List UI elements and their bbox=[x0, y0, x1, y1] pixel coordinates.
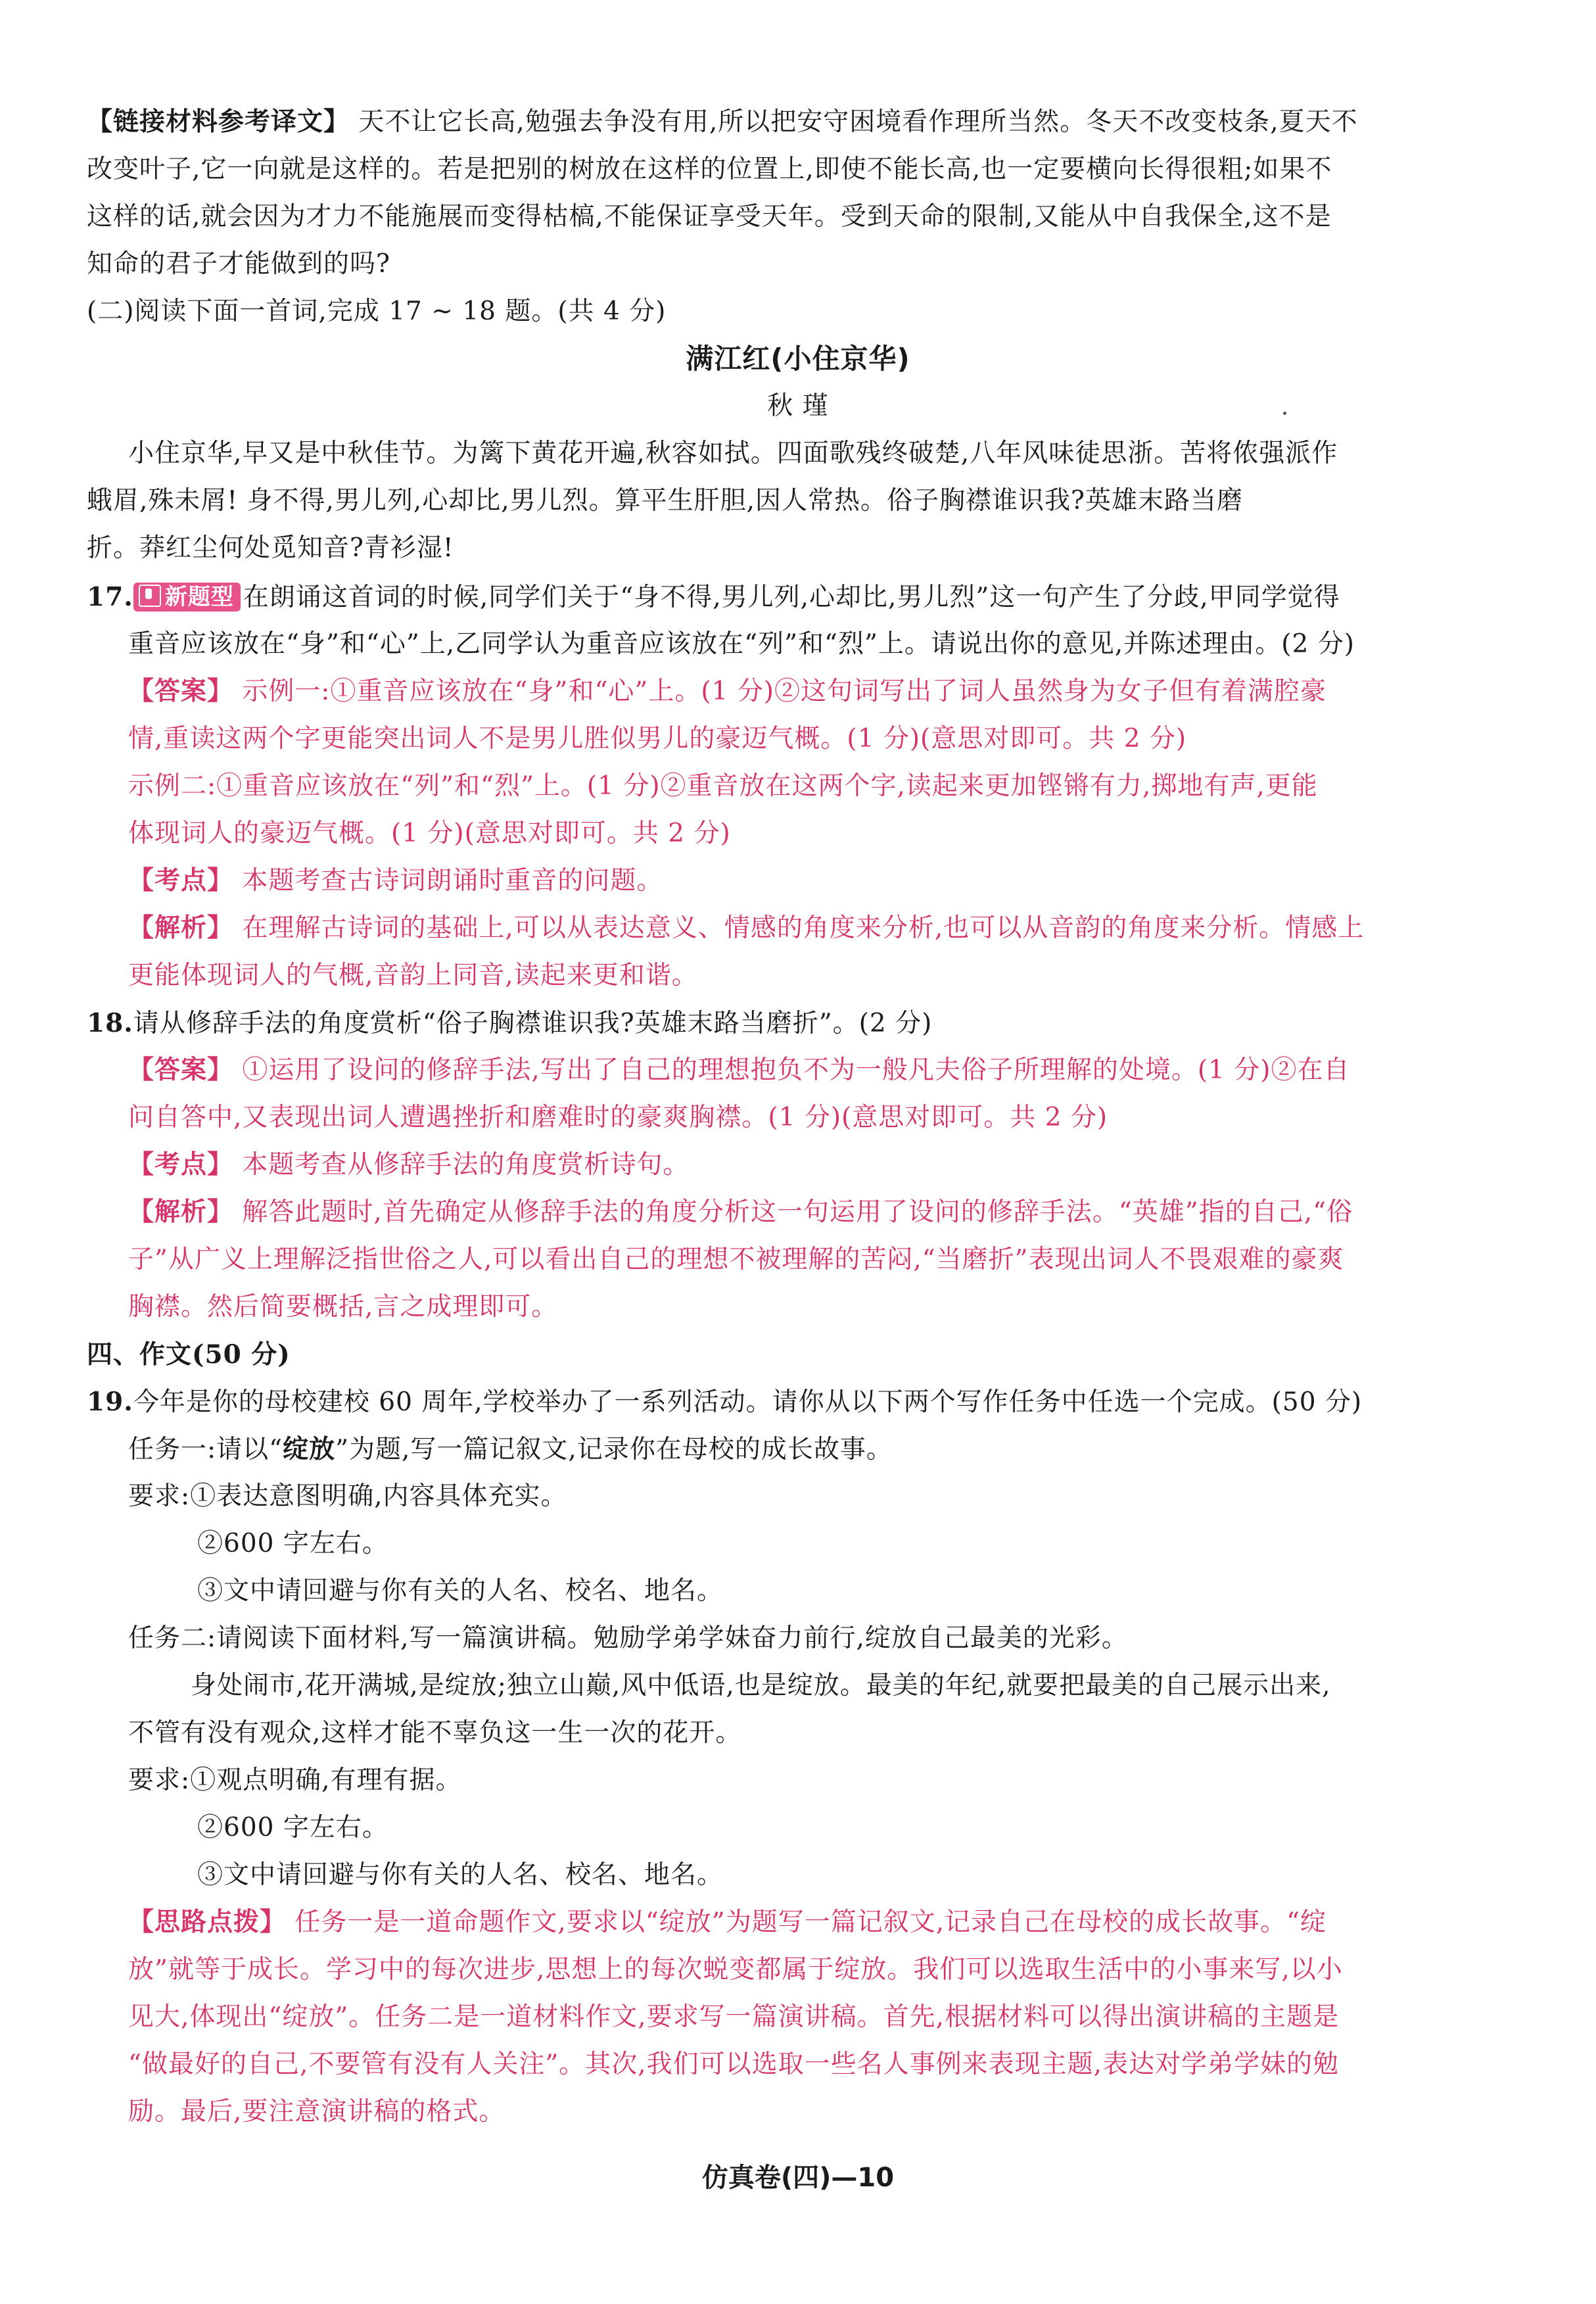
requirement-line: ③文中请回避与你有关的人名、校名、地名。 bbox=[197, 1576, 724, 1606]
analysis-tag: 【解析】 bbox=[128, 1197, 234, 1227]
requirement-line: ③文中请回避与你有关的人名、校名、地名。 bbox=[197, 1860, 724, 1890]
poem-text-line: 小住京华,早又是中秋佳节。为篱下黄花开遍,秋容如拭。四面歌残终破楚,八年风味徒思浙。苦将侬强派作 bbox=[128, 439, 1338, 468]
answer-line bbox=[128, 673, 1493, 710]
question-17 bbox=[87, 579, 1493, 616]
writing-tips-line: 放”就等于成长。学习中的每次进步,思想上的每次蜕变都属于绽放。我们可以选取生活中的小事来写,以小 bbox=[128, 1955, 1343, 1984]
analysis-text: 在理解古诗词的基础上,可以从表达意义、情感的角度来分析,也可以从音韵的角度来分析。情感上 bbox=[242, 913, 1365, 943]
line-text: 天不让它长高,勉强去争没有用,所以把安守困境看作理所当然。冬天不改变枝条,夏天不 bbox=[358, 107, 1358, 137]
essay-title-bold: 绽放 bbox=[283, 1434, 336, 1464]
poem-text-line: 折。莽红尘何处觅知音?青衫湿! bbox=[87, 533, 454, 563]
question-text: 在朗诵这首词的时候,同学们关于“身不得,男儿列,心却比,男儿烈”这一句产生了分歧,甲同学觉得 bbox=[243, 583, 1340, 612]
answer-line: 示例二:①重音应该放在“列”和“烈”上。(1 分)②重音放在这两个字,读起来更加铿锵有力,掷地有声,更能 bbox=[128, 771, 1318, 801]
analysis-line bbox=[128, 1194, 1493, 1231]
paragraph-line: 这样的话,就会因为才力不能施展而变得枯槁,不能保证享受天年。受到天命的限制,又能从中自我保全,这不是 bbox=[87, 202, 1332, 231]
answer-line: 情,重读这两个字更能突出词人不是男儿胜似男儿的豪迈气概。(1 分)(意思对即可。共 2 分) bbox=[128, 724, 1187, 754]
analysis-tag: 【解析】 bbox=[128, 913, 234, 943]
paragraph-line: 改变叶子,它一向就是这样的。若是把别的树放在这样的位置上,即使不能长高,也一定要横向长得很粗;如果不 bbox=[87, 155, 1332, 184]
section-heading: 四、作文(50 分) bbox=[87, 1339, 291, 1370]
question-text: 今年是你的母校建校 60 周年,学校举办了一系列活动。请你从以下两个写作任务中任选一个完成。(50 分) bbox=[133, 1387, 1363, 1417]
requirement-line: ②600 字左右。 bbox=[197, 1529, 388, 1558]
question-text-line: 重音应该放在“身”和“心”上,乙同学认为重音应该放在“列”和“烈”上。请说出你的意见,并陈述理由。(2 分) bbox=[128, 629, 1355, 659]
writing-tips-line: 见大,体现出“绽放”。任务二是一道材料作文,要求写一篇演讲稿。首先,根据材料可以得出演讲稿的主题是 bbox=[128, 2002, 1340, 2032]
analysis-line: 胸襟。然后简要概括,言之成理即可。 bbox=[128, 1292, 558, 1322]
page-footer: 仿真卷(四)—10 bbox=[701, 2163, 895, 2193]
requirement-line: 要求:①表达意图明确,内容具体充实。 bbox=[128, 1481, 567, 1511]
paragraph-line: 知命的君子才能做到的吗? bbox=[87, 249, 390, 279]
reference-translation-line bbox=[87, 104, 1493, 141]
question-number: 18. bbox=[87, 1008, 133, 1038]
answer-tag: 【答案】 bbox=[128, 1055, 234, 1085]
answer-line: 问自答中,又表现出词人遭遇挫折和磨难时的豪爽胸襟。(1 分)(意思对即可。共 2 分) bbox=[128, 1103, 1108, 1132]
section-heading: (二)阅读下面一首词,完成 17 ~ 18 题。(共 4 分) bbox=[87, 297, 667, 326]
kaodian-line bbox=[128, 1147, 1493, 1184]
writing-tips-line: “做最好的自己,不要管有没有人关注”。其次,我们可以选取一些名人事例来表现主题,表达对学弟学妹的勉 bbox=[128, 2050, 1340, 2079]
analysis-line bbox=[128, 910, 1493, 947]
answer-text: ①运用了设问的修辞手法,写出了自己的理想抱负不为一般凡夫俗子所理解的处境。(1 分)②在自 bbox=[242, 1055, 1350, 1085]
kaodian-text: 本题考查古诗词朗诵时重音的问题。 bbox=[242, 866, 663, 896]
question-number: 19. bbox=[87, 1387, 133, 1417]
task-two-line: 任务二:请阅读下面材料,写一篇演讲稿。勉励学弟学妹奋力前行,绽放自己最美的光彩。 bbox=[128, 1623, 1128, 1653]
answer-tag: 【答案】 bbox=[128, 677, 234, 706]
new-question-type-badge bbox=[133, 583, 241, 612]
line-text: ”为题,写一篇记叙文,记录你在母校的成长故事。 bbox=[335, 1435, 893, 1464]
answer-text: 示例一:①重音应该放在“身”和“心”上。(1 分)②这句词写出了词人虽然身为女子但有着满腔豪 bbox=[242, 677, 1326, 706]
question-19 bbox=[87, 1383, 1493, 1421]
kaodian-line bbox=[128, 863, 1493, 900]
poem-text-line: 蛾眉,殊未屑! 身不得,男儿列,心却比,男儿烈。算平生肝胆,因人常热。俗子胸襟谁识我?英雄末路当磨 bbox=[87, 486, 1243, 516]
writing-tips-tag: 【思路点拨】 bbox=[128, 1908, 287, 1937]
requirement-line: 要求:①观点明确,有理有据。 bbox=[128, 1765, 462, 1795]
kaodian-tag: 【考点】 bbox=[128, 866, 234, 896]
writing-tips-text: 任务一是一道命题作文,要求以“绽放”为题写一篇记叙文,记录自己在母校的成长故事。“绽 bbox=[294, 1908, 1327, 1937]
answer-line: 体现词人的豪迈气概。(1 分)(意思对即可。共 2 分) bbox=[128, 819, 731, 848]
question-text: 请从修辞手法的角度赏析“俗子胸襟谁识我?英雄末路当磨折”。(2 分) bbox=[133, 1009, 933, 1038]
poem-title: 满江红(小住京华) bbox=[686, 343, 910, 375]
material-line: 不管有没有观众,这样才能不辜负这一生一次的花开。 bbox=[128, 1718, 742, 1748]
answer-line bbox=[128, 1052, 1493, 1089]
kaodian-tag: 【考点】 bbox=[128, 1150, 234, 1180]
writing-tips-line bbox=[128, 1904, 1493, 1941]
line-text: 任务一:请以“ bbox=[128, 1435, 283, 1464]
hand-icon bbox=[139, 585, 161, 607]
badge-label: 新题型 bbox=[164, 584, 234, 610]
poem-author: 秋 瑾 bbox=[767, 391, 829, 421]
material-line: 身处闹市,花开满城,是绽放;独立山巅,风中低语,也是绽放。最美的年纪,就要把最美的自己展示出来, bbox=[191, 1671, 1331, 1700]
writing-tips-line: 励。最后,要注意演讲稿的格式。 bbox=[128, 2097, 505, 2126]
section-tag: 【链接材料参考译文】 bbox=[87, 107, 350, 137]
analysis-text: 解答此题时,首先确定从修辞手法的角度分析这一句运用了设问的修辞手法。“英雄”指的自己,“俗 bbox=[242, 1197, 1353, 1227]
speck-mark bbox=[1283, 412, 1286, 415]
question-number: 17. bbox=[87, 582, 133, 612]
analysis-line: 子”从广义上理解泛指世俗之人,可以看出自己的理想不被理解的苦闷,“当磨折”表现出词人不畏艰难的豪爽 bbox=[128, 1245, 1344, 1274]
question-18 bbox=[87, 1005, 1493, 1042]
analysis-line: 更能体现词人的气概,音韵上同音,读起来更和谐。 bbox=[128, 961, 698, 990]
requirement-line: ②600 字左右。 bbox=[197, 1813, 388, 1842]
kaodian-text: 本题考查从修辞手法的角度赏析诗句。 bbox=[242, 1150, 690, 1180]
task-one-line bbox=[128, 1431, 1493, 1468]
